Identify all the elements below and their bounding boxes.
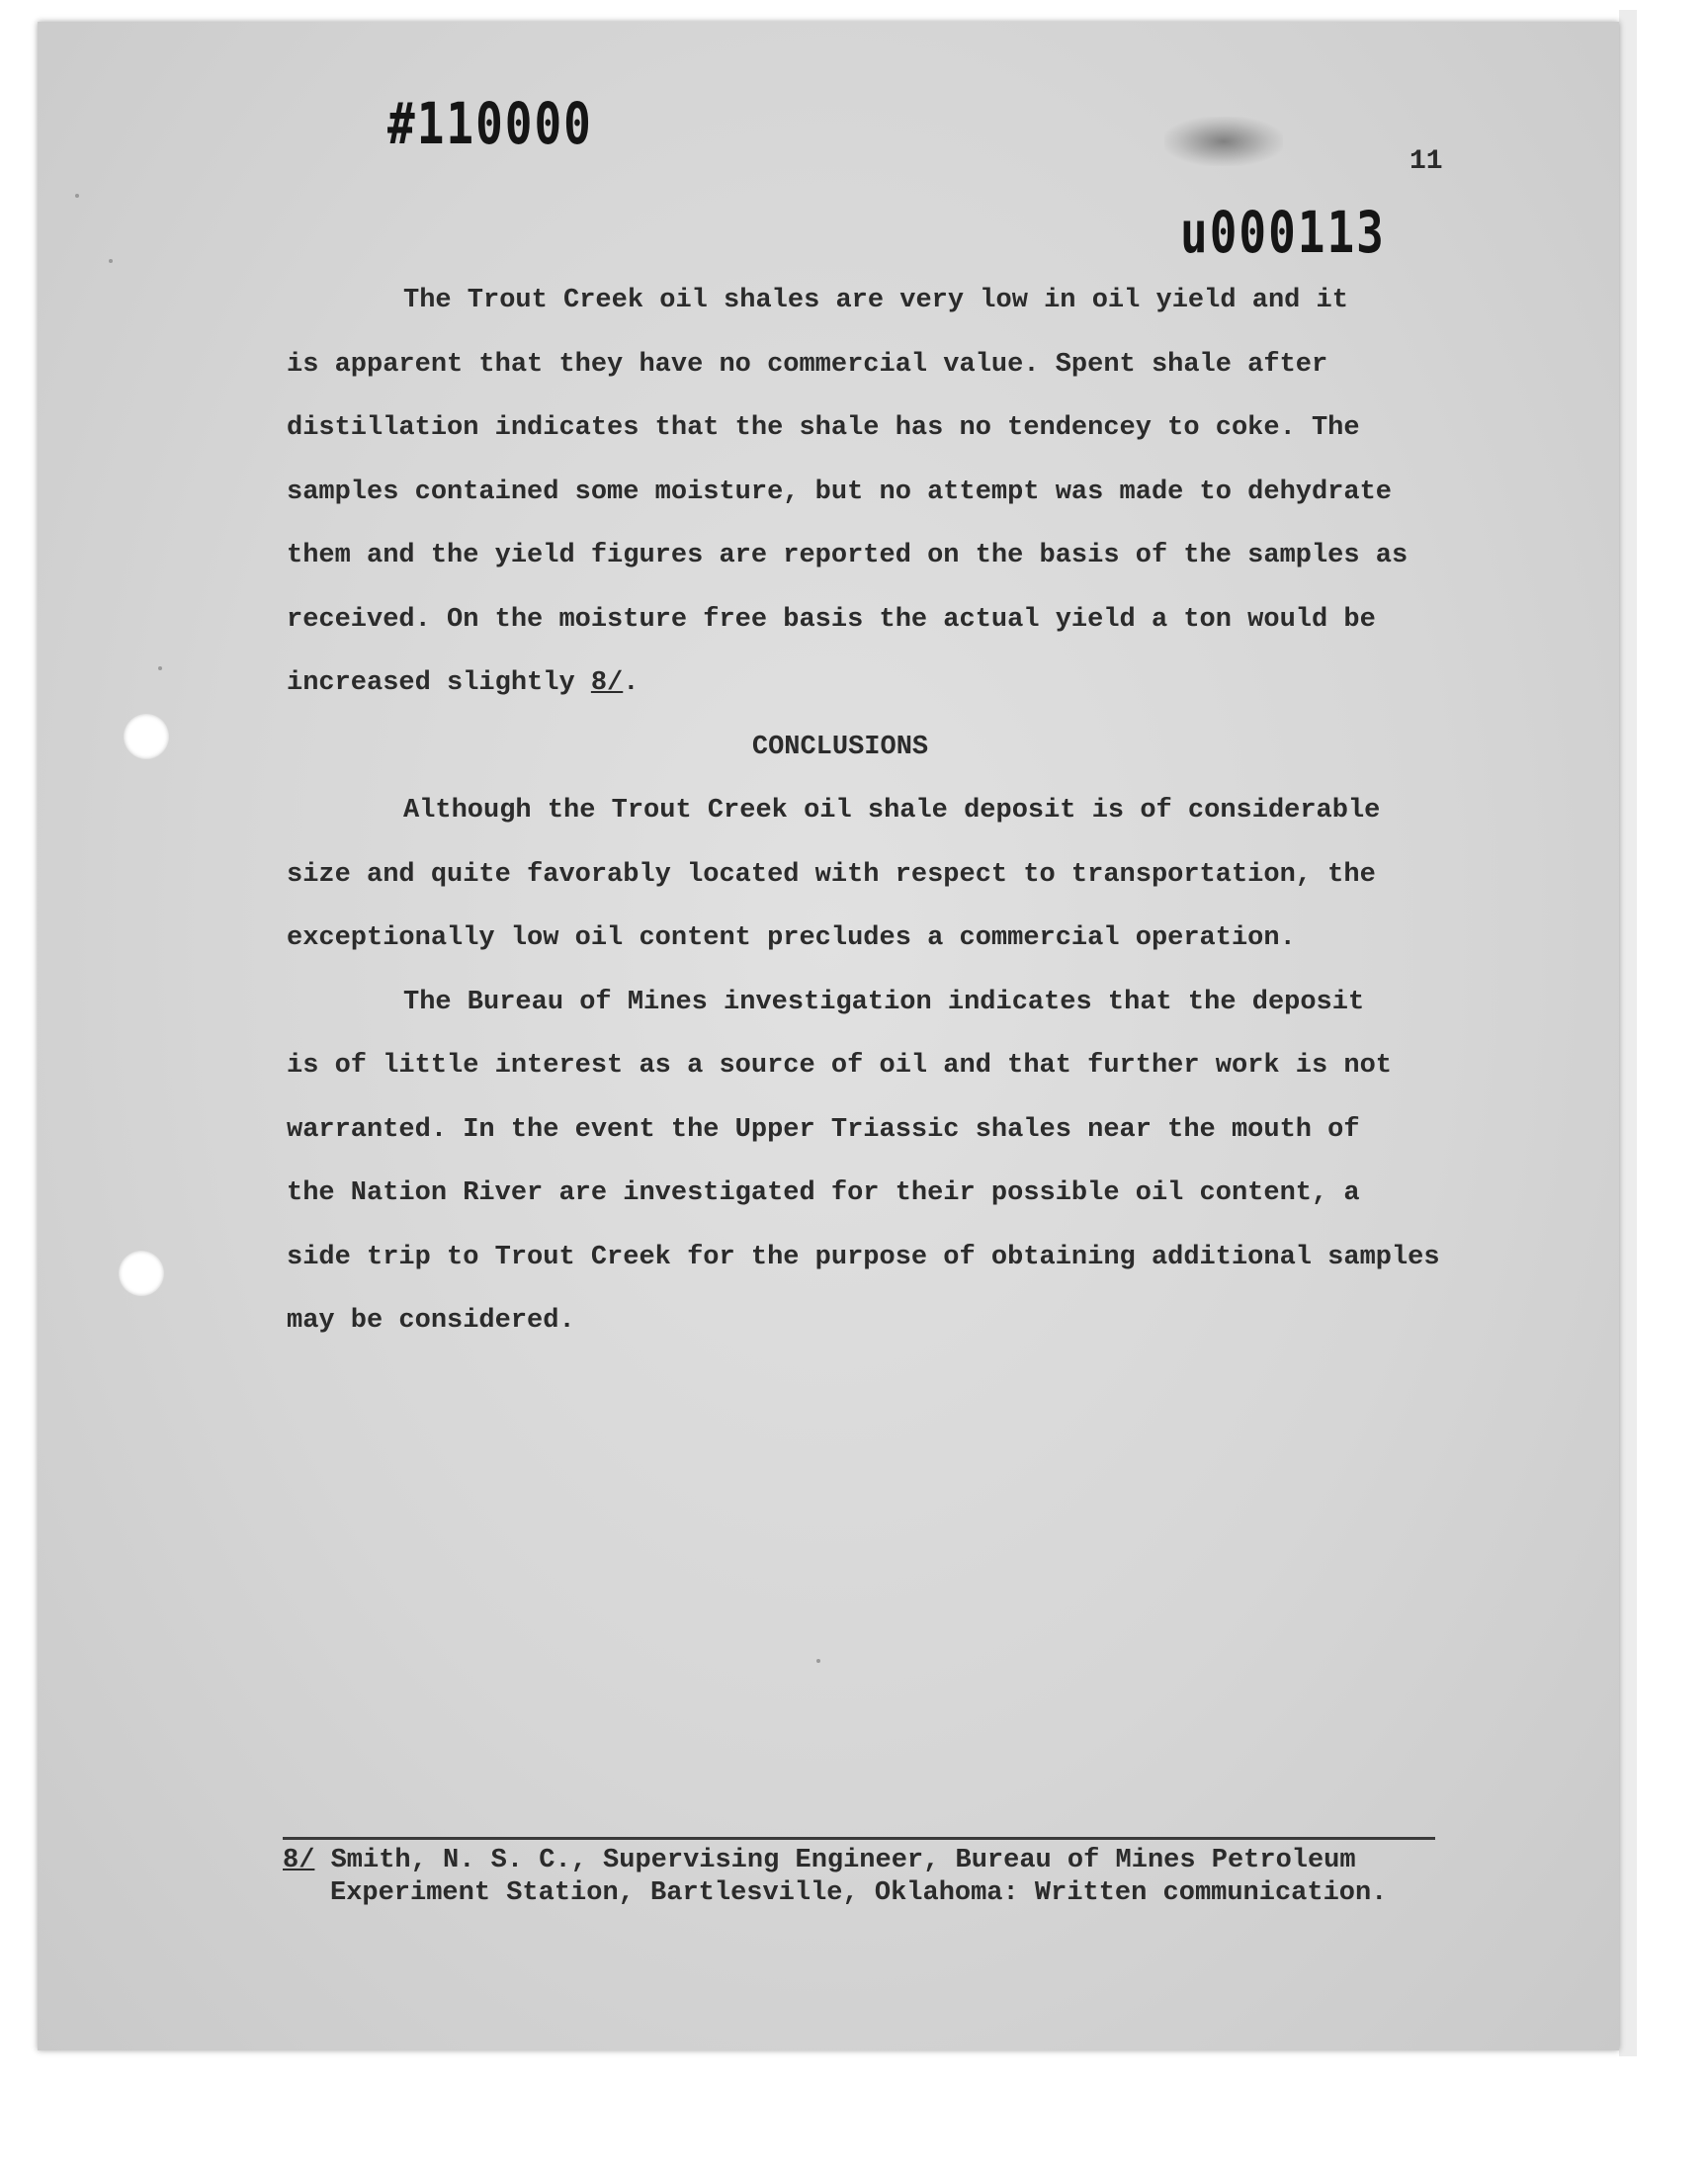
scan-speck bbox=[75, 194, 79, 198]
ink-smudge bbox=[1164, 117, 1283, 166]
footnote-marker: 8/ bbox=[283, 1846, 315, 1875]
paragraph-results bbox=[287, 269, 1483, 716]
footnote-divider bbox=[283, 1837, 1435, 1840]
paragraph-conclusion-1 bbox=[287, 779, 1483, 971]
text-line: The Trout Creek oil shales are very low in oil yield and it bbox=[403, 286, 1348, 315]
page-number: 11 bbox=[1409, 146, 1443, 177]
text-line: the Nation River are investigated for their possible oil content, a bbox=[287, 1178, 1360, 1208]
section-heading: CONCLUSIONS bbox=[751, 732, 929, 762]
footnote bbox=[283, 1845, 1469, 1910]
footnote-reference: 8/ bbox=[590, 668, 624, 698]
text-line: received. On the moisture free basis the actual yield a ton would be bbox=[287, 604, 1376, 635]
text-line: side trip to Trout Creek for the purpose of obtaining additional samples bbox=[287, 1242, 1440, 1272]
text-line: exceptionally low oil content precludes a commercial operation. bbox=[287, 923, 1296, 953]
scan-edge bbox=[1619, 10, 1637, 2056]
text-line: Although the Trout Creek oil shale deposit is of considerable bbox=[403, 796, 1381, 826]
footnote-text: Smith, N. S. C., Supervising Engineer, Bureau of Mines Petroleum bbox=[330, 1846, 1356, 1875]
text-line: is apparent that they have no commercial value. Spent shale after bbox=[287, 349, 1328, 380]
binder-hole-bottom bbox=[119, 1251, 164, 1296]
text-line: them and the yield figures are reported on the basis of the samples as bbox=[287, 541, 1409, 570]
body-text bbox=[287, 269, 1483, 1353]
paragraph-conclusion-2 bbox=[287, 971, 1483, 1353]
text-line: is of little interest as a source of oil and that further work is not bbox=[287, 1051, 1392, 1081]
text-line: distillation indicates that the shale has no tendencey to coke. The bbox=[287, 413, 1360, 443]
text-line: size and quite favorably located with respect to transportation, the bbox=[287, 859, 1376, 890]
document-stamp-number: #110000 bbox=[387, 90, 593, 157]
text-line: The Bureau of Mines investigation indicates that the deposit bbox=[403, 987, 1365, 1017]
text-fragment: . bbox=[623, 668, 640, 698]
text-line: samples contained some moisture, but no attempt was made to dehydrate bbox=[287, 477, 1392, 507]
scan-speck bbox=[158, 666, 162, 670]
text-line: may be considered. bbox=[287, 1306, 575, 1336]
scan-speck bbox=[109, 259, 113, 263]
binder-hole-top bbox=[124, 714, 169, 759]
text-fragment: increased slightly bbox=[287, 668, 575, 698]
text-line: warranted. In the event the Upper Triassic shales near the mouth of bbox=[287, 1114, 1360, 1145]
footnote-line: Experiment Station, Bartlesville, Oklahoma: Written communication. bbox=[330, 1878, 1388, 1908]
text-line bbox=[287, 652, 1483, 716]
footnote-line bbox=[283, 1845, 1469, 1877]
document-stamp-serial: u000113 bbox=[1180, 199, 1386, 266]
scan-speck bbox=[816, 1659, 820, 1663]
